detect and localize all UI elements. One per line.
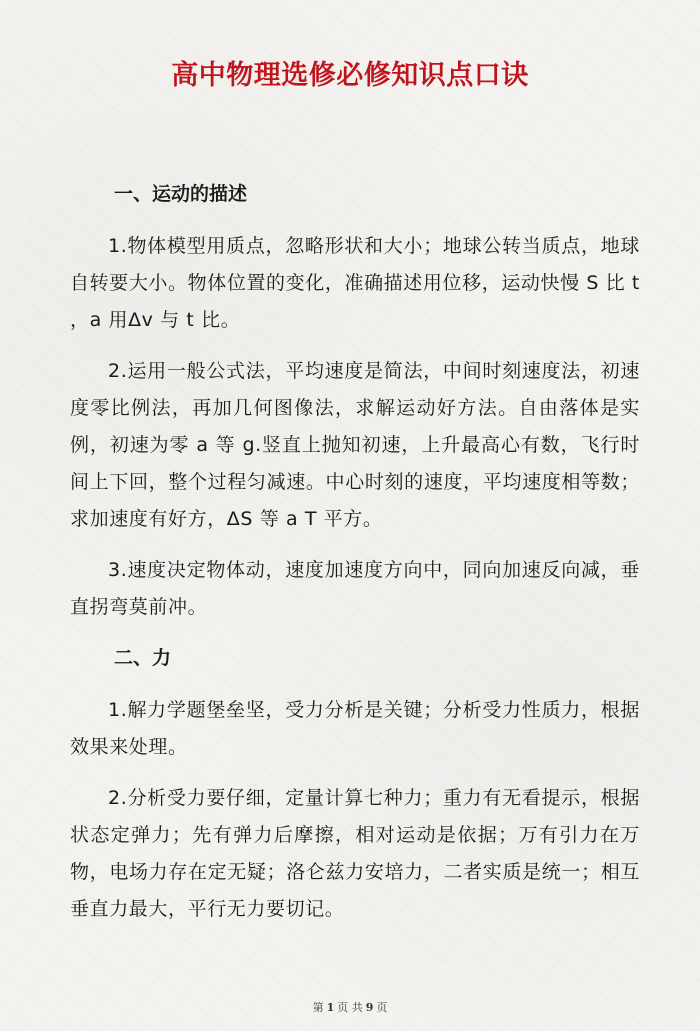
document-body <box>70 174 640 928</box>
footer-middle: 页 共 <box>337 1001 363 1014</box>
section-force <box>70 638 640 928</box>
document-title: 高中物理选修必修知识点口诀 <box>171 60 529 91</box>
section-heading: 一、运动的描述 <box>114 183 248 205</box>
section-heading: 二、力 <box>114 647 172 669</box>
footer-suffix: 页 <box>376 1001 388 1014</box>
footer-prefix: 第 <box>312 1001 324 1014</box>
footer-page-number: 1 <box>326 1001 335 1014</box>
paragraph: 3.速度决定物体动，速度加速度方向中，同向加速反向减，垂直拐弯莫前冲。 <box>70 559 640 618</box>
paragraph: 2.分析受力要仔细，定量计算七种力；重力有无看提示，根据状态定弹力；先有弹力后摩擦，相对运动是依据；万有引力在万物，电场力存在定无疑；洛仑兹力安培力，二者实质是统一；相互垂直力最大，平行无力要切记。 <box>70 787 640 920</box>
page-footer <box>0 1000 700 1016</box>
paragraph: 1.物体模型用质点，忽略形状和大小；地球公转当质点，地球自转要大小。物体位置的变化，准确描述用位移，运动快慢 S 比 t ，a 用Δv 与 t 比。 <box>70 235 640 331</box>
paragraph: 2.运用一般公式法，平均速度是简法，中间时刻速度法，初速度零比例法，再加几何图像法，求解运动好方法。自由落体是实例，初速为零 a 等 g.竖直上抛知初速，上升最高心有数，飞行时间上下回，整个过程匀减速。中心时刻的速度，平均速度相等数；求加速度有好方，ΔS 等 a T 平方。 <box>70 360 640 530</box>
footer-total-pages: 9 <box>365 1001 374 1014</box>
section-motion <box>70 174 640 626</box>
paragraph: 1.解力学题堡垒坚，受力分析是关键；分析受力性质力，根据效果来处理。 <box>70 699 640 758</box>
